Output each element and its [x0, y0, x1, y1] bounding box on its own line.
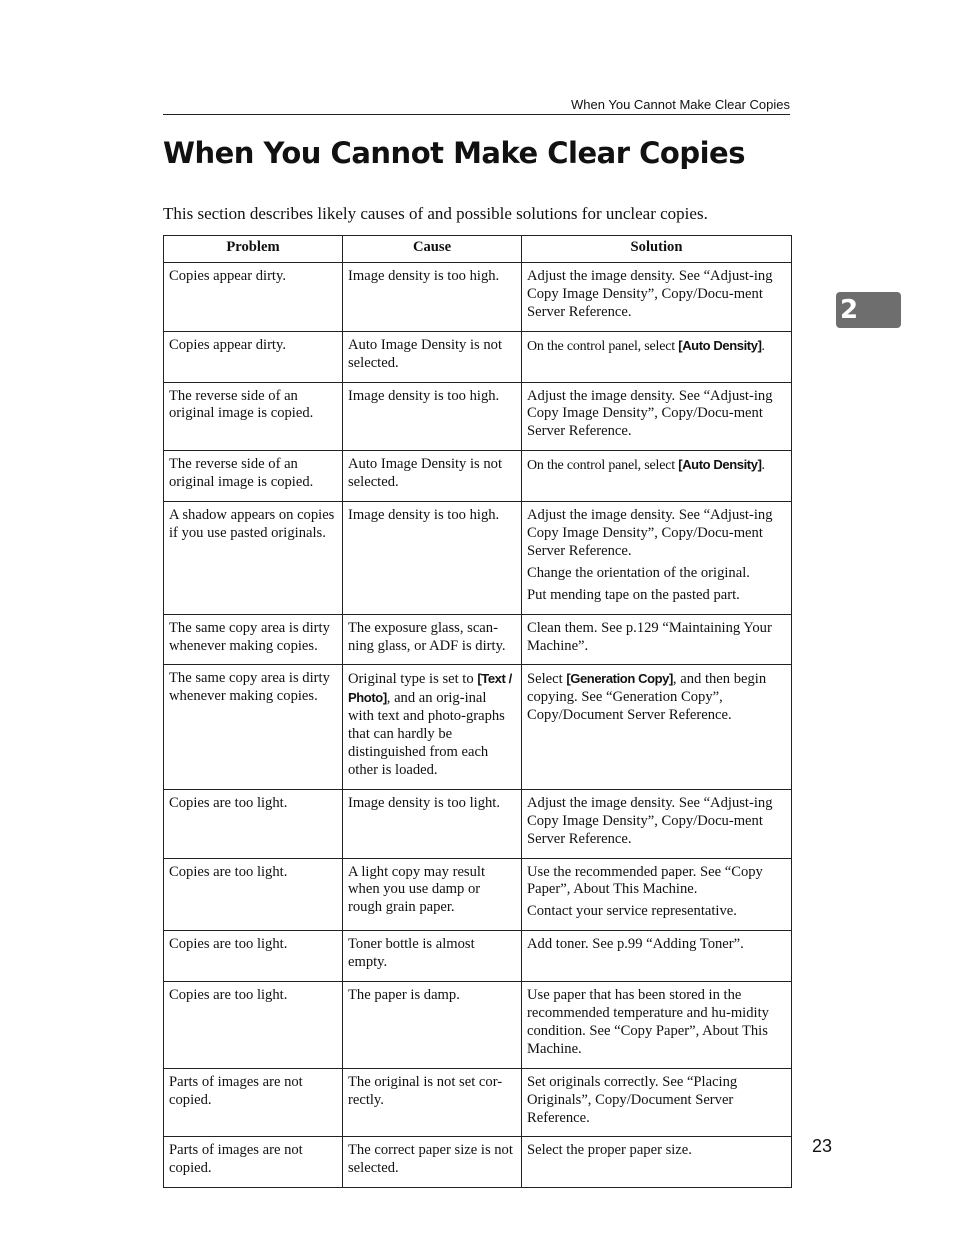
problem-cell: Copies are too light. [164, 789, 343, 858]
solution-text: Clean them. See p.129 “Maintaining Your Machine”. [527, 619, 772, 654]
column-header-problem: Problem [164, 236, 343, 263]
table-row [164, 858, 792, 931]
troubleshooting-table [163, 235, 792, 1188]
solution-cell [522, 789, 792, 858]
cause-cell: Toner bottle is almost empty. [343, 931, 522, 982]
solution-text: On the control panel, select [527, 458, 679, 474]
table-row [164, 502, 792, 615]
problem-cell: Copies appear dirty. [164, 263, 343, 332]
column-header-solution: Solution [522, 236, 792, 263]
solution-text: Adjust the image density. See “Adjust-ing Copy Image Density”, Copy/Docu-ment Server Reference. [527, 794, 773, 847]
cause-cell [343, 665, 522, 789]
solution-cell [522, 614, 792, 665]
cause-cell: Auto Image Density is not selected. [343, 331, 522, 382]
table-header-row [164, 236, 792, 263]
problem-cell: Parts of images are not copied. [164, 1137, 343, 1188]
problem-cell: Parts of images are not copied. [164, 1068, 343, 1137]
table-row [164, 789, 792, 858]
cause-cell: The original is not set cor-rectly. [343, 1068, 522, 1137]
solution-text: Select the proper paper size. [527, 1142, 692, 1159]
problem-cell: The same copy area is dirty whenever making copies. [164, 614, 343, 665]
table-row [164, 382, 792, 451]
cause-cell: Image density is too high. [343, 502, 522, 615]
problem-cell: The same copy area is dirty whenever making copies. [164, 665, 343, 789]
cause-cell: Image density is too high. [343, 382, 522, 451]
solution-text: Select [527, 671, 567, 688]
table-row [164, 331, 792, 382]
solution-cell [522, 1068, 792, 1137]
problem-cell: Copies appear dirty. [164, 331, 343, 382]
table-row [164, 982, 792, 1069]
cause-cell: Auto Image Density is not selected. [343, 451, 522, 502]
cause-text-end: , and an orig-inal with text and photo-graphs that can hardly be distinguished from each other is loaded. [348, 690, 505, 778]
solution-cell [522, 451, 792, 502]
key-label-auto-density: [Auto Density] [678, 337, 762, 353]
solution-cell [522, 665, 792, 789]
solution-text: Adjust the image density. See “Adjust-ing Copy Image Density”, Copy/Docu-ment Server Reference. [527, 387, 773, 440]
table-row [164, 451, 792, 502]
solution-text: On the control panel, select [527, 338, 679, 354]
key-label-text-photo: [Text / Photo] [348, 671, 512, 706]
page-number: 23 [812, 1136, 833, 1156]
problem-cell: Copies are too light. [164, 982, 343, 1069]
column-header-cause: Cause [343, 236, 522, 263]
cause-cell: Image density is too high. [343, 263, 522, 332]
solution-text: Use the recommended paper. See “Copy Paper”, About This Machine. [527, 863, 763, 898]
key-label-auto-density: [Auto Density] [678, 457, 762, 473]
solution-cell [522, 331, 792, 382]
solution-cell [522, 931, 792, 982]
solution-text: Put mending tape on the pasted part. [527, 586, 740, 603]
table-row [164, 614, 792, 665]
solution-text: Adjust the image density. See “Adjust-ing Copy Image Density”, Copy/Docu-ment Server Reference. [527, 268, 773, 320]
cause-cell: The paper is damp. [343, 982, 522, 1069]
solution-cell [522, 502, 792, 615]
solution-text-end: . [761, 458, 765, 474]
cause-cell: A light copy may result when you use damp or rough grain paper. [343, 858, 522, 931]
table-row [164, 1068, 792, 1137]
cause-cell: The correct paper size is not selected. [343, 1137, 522, 1188]
solution-text: Adjust the image density. See “Adjust-ing Copy Image Density”, Copy/Docu-ment Server Reference. [527, 507, 773, 559]
solution-text: Contact your service representative. [527, 903, 737, 920]
solution-text: Add toner. See p.99 “Adding Toner”. [527, 936, 744, 953]
solution-cell [522, 1137, 792, 1188]
problem-cell: Copies are too light. [164, 858, 343, 931]
key-label-generation-copy: [Generation Copy] [566, 671, 673, 687]
problem-cell: The reverse side of an original image is copied. [164, 382, 343, 451]
solution-text-end: . [761, 338, 765, 354]
table-row [164, 1137, 792, 1188]
table-row [164, 665, 792, 789]
solution-text: Set originals correctly. See “Placing Originals”, Copy/Document Server Reference. [527, 1073, 738, 1126]
solution-cell [522, 382, 792, 451]
chapter-tab: 2 [836, 292, 901, 328]
solution-text: Change the orientation of the original. [527, 564, 750, 581]
problem-cell: The reverse side of an original image is copied. [164, 451, 343, 502]
solution-text-end: , and then begin copying. See “Generation Copy”, Copy/Document Server Reference. [527, 671, 767, 724]
solution-cell [522, 982, 792, 1069]
table-row [164, 263, 792, 332]
solution-cell [522, 263, 792, 332]
solution-cell [522, 858, 792, 931]
problem-cell: Copies are too light. [164, 931, 343, 982]
intro-paragraph: This section describes likely causes of and possible solutions for unclear copies. [163, 204, 708, 223]
cause-text: Original type is set to [348, 671, 478, 688]
table-row [164, 931, 792, 982]
problem-cell: A shadow appears on copies if you use pasted originals. [164, 502, 343, 615]
cause-cell: Image density is too light. [343, 789, 522, 858]
page-title: When You Cannot Make Clear Copies [163, 136, 745, 170]
running-header: When You Cannot Make Clear Copies [163, 96, 790, 115]
cause-cell: The exposure glass, scan-ning glass, or ADF is dirty. [343, 614, 522, 665]
solution-text: Use paper that has been stored in the recommended temperature and hu-midity condition. See “Copy Paper”, About This Machine. [527, 987, 769, 1057]
